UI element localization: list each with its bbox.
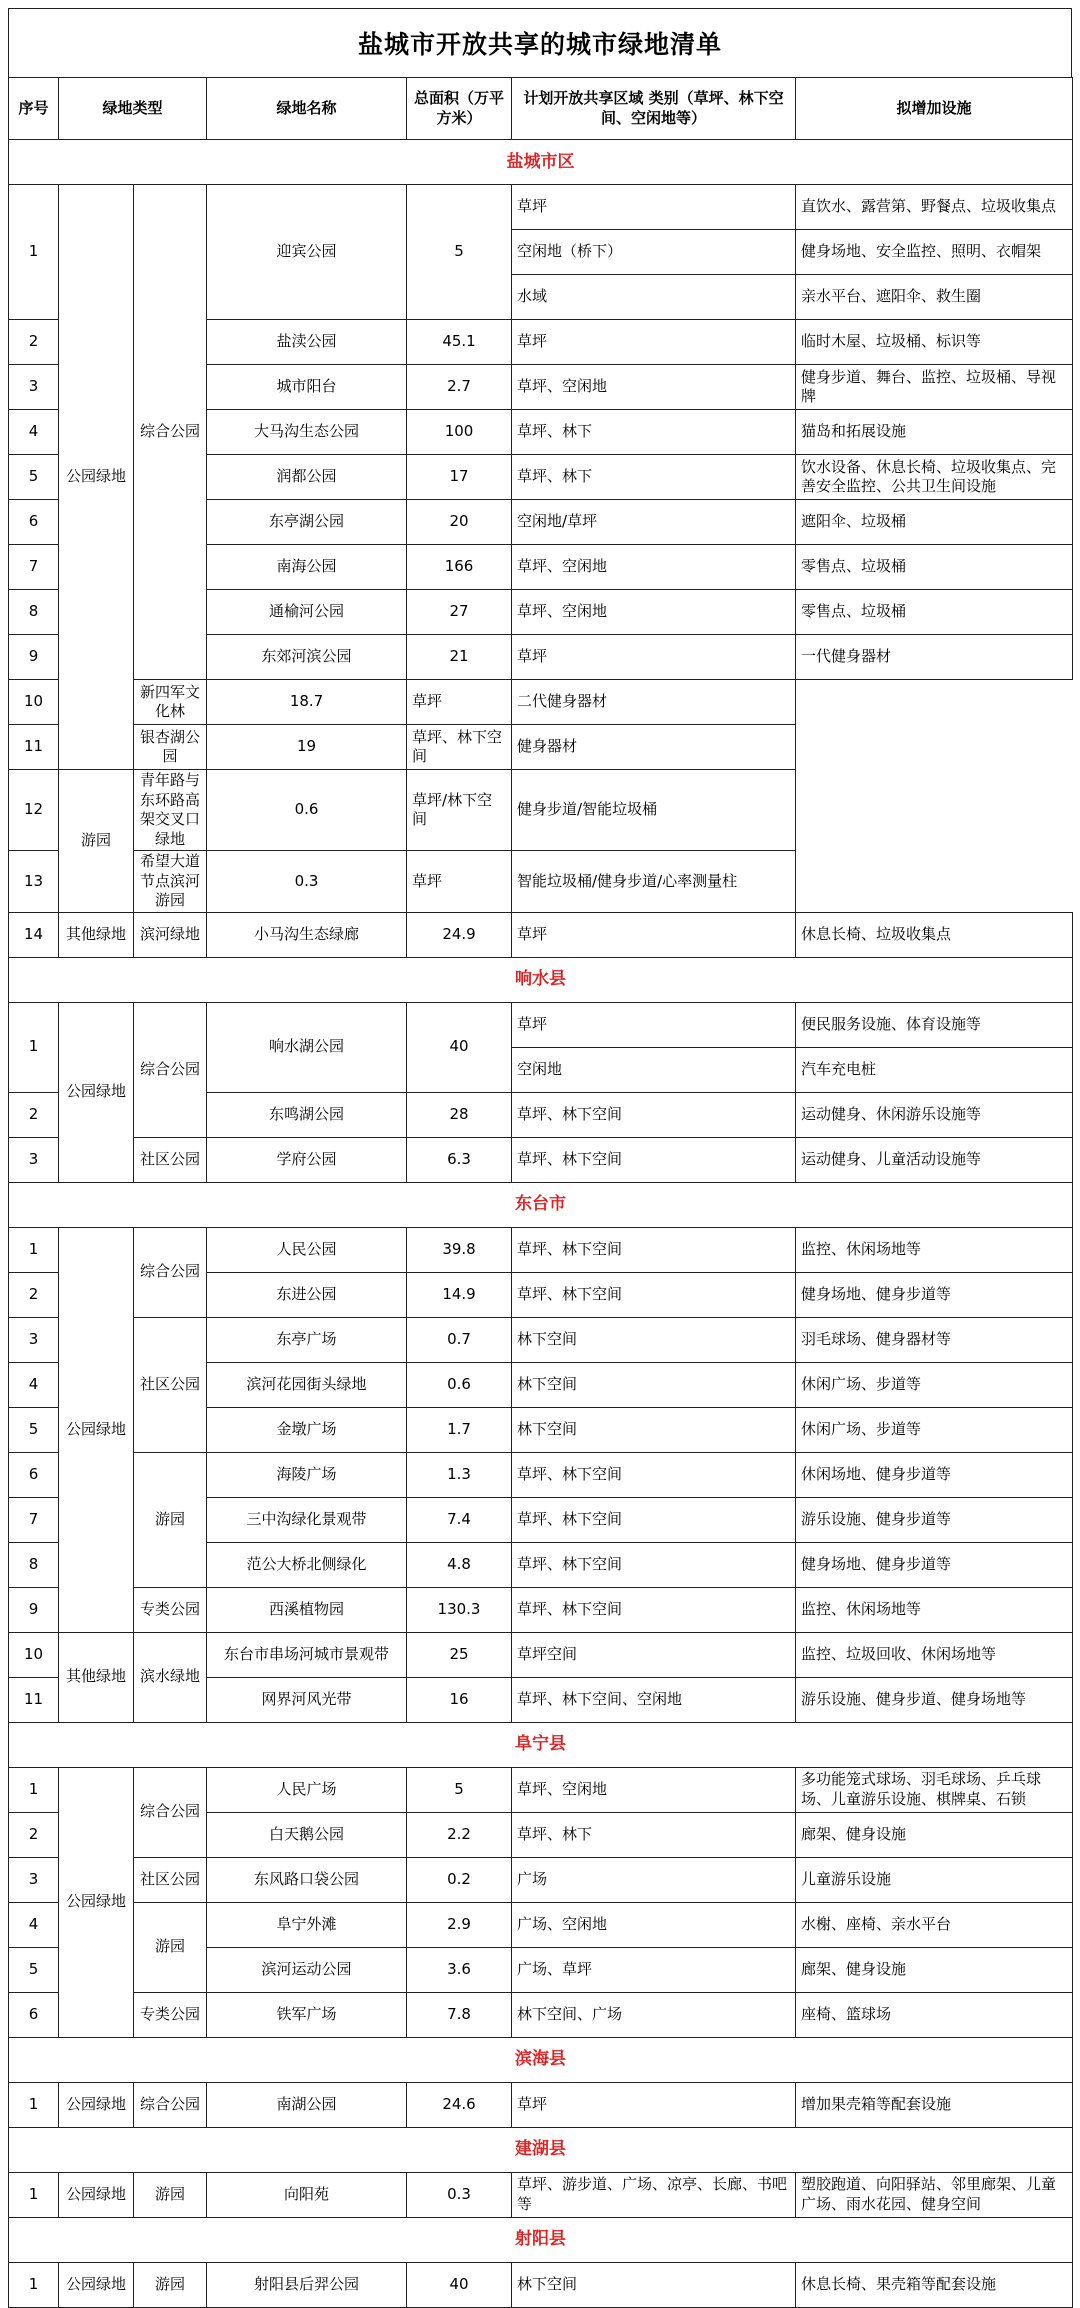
green-space-name: 铁军广场 [207,1992,407,2037]
open-zone: 广场、草坪 [512,1947,796,1992]
green-space-type: 其他绿地 [59,1632,134,1722]
open-zone: 草坪 [512,2082,796,2127]
open-zone: 草坪 [512,635,796,680]
row-number: 11 [9,1677,59,1722]
planned-facilities: 临时木屋、垃圾桶、标识等 [796,320,1073,365]
row-number: 6 [9,1992,59,2037]
planned-facilities: 遮阳伞、垃圾桶 [796,500,1073,545]
planned-facilities: 儿童游乐设施 [796,1857,1073,1902]
region-title: 阜宁县 [9,1722,1073,1767]
green-space-name: 响水湖公园 [207,1002,407,1092]
green-space-subtype: 综合公园 [134,1227,207,1317]
total-area: 40 [407,2262,512,2307]
header-cell-name: 绿地名称 [207,78,407,140]
planned-facilities: 运动健身、休闲游乐设施等 [796,1092,1073,1137]
green-space-name: 西溪植物园 [207,1587,407,1632]
open-zone: 草坪、空闲地 [512,365,796,410]
open-zone: 广场、空闲地 [512,1902,796,1947]
table-row [9,1992,1073,2037]
total-area: 28 [407,1092,512,1137]
open-zone: 草坪/林下空间 [407,770,512,851]
row-number: 2 [9,1812,59,1857]
green-space-subtype: 专类公园 [134,1587,207,1632]
green-space-name: 东进公园 [207,1272,407,1317]
total-area: 2.2 [407,1812,512,1857]
table-row [9,912,1073,957]
region-row [9,1722,1073,1767]
planned-facilities: 休闲场地、健身步道等 [796,1452,1073,1497]
green-space-type: 公园绿地 [59,1767,134,2037]
row-number: 1 [9,1002,59,1092]
total-area: 19 [207,725,407,770]
green-space-table [8,77,1073,2308]
table-row [9,770,1073,851]
row-number: 13 [9,851,59,913]
row-number: 4 [9,1902,59,1947]
header-cell-area: 总面积（万平方米） [407,78,512,140]
planned-facilities: 便民服务设施、体育设施等 [796,1002,1073,1047]
region-row [9,2037,1073,2082]
row-number: 3 [9,1857,59,1902]
open-zone: 草坪、林下空间 [512,1137,796,1182]
green-space-name: 小马沟生态绿廊 [207,912,407,957]
region-row [9,1182,1073,1227]
row-number: 1 [9,2082,59,2127]
table-row [9,1857,1073,1902]
row-number: 2 [9,1092,59,1137]
green-space-subtype: 综合公园 [134,1002,207,1137]
open-zone: 空闲地（桥下） [512,230,796,275]
green-space-name: 东鸣湖公园 [207,1092,407,1137]
open-zone: 草坪 [407,851,512,913]
row-number: 5 [9,455,59,500]
total-area: 39.8 [407,1227,512,1272]
row-number: 9 [9,1587,59,1632]
total-area: 16 [407,1677,512,1722]
total-area: 7.4 [407,1497,512,1542]
green-space-subtype: 社区公园 [134,1317,207,1452]
planned-facilities: 游乐设施、健身步道等 [796,1497,1073,1542]
planned-facilities: 健身步道/智能垃圾桶 [512,770,796,851]
total-area: 24.6 [407,2082,512,2127]
green-space-name: 盐渎公园 [207,320,407,365]
green-space-subtype: 游园 [134,1902,207,1992]
green-space-name: 东亭广场 [207,1317,407,1362]
open-zone: 空闲地 [512,1047,796,1092]
total-area: 2.7 [407,365,512,410]
total-area: 100 [407,410,512,455]
header-row [9,78,1073,140]
row-number: 14 [9,912,59,957]
open-zone: 草坪空间 [512,1632,796,1677]
green-space-type: 公园绿地 [59,185,134,770]
green-space-name: 通榆河公园 [207,590,407,635]
row-number: 2 [9,320,59,365]
green-space-name: 东风路口袋公园 [207,1857,407,1902]
green-space-name: 大马沟生态公园 [207,410,407,455]
total-area: 5 [407,1767,512,1812]
planned-facilities: 增加果壳箱等配套设施 [796,2082,1073,2127]
region-title: 响水县 [9,957,1073,1002]
total-area: 25 [407,1632,512,1677]
open-zone: 草坪、林下空间 [407,725,512,770]
table-row [9,1137,1073,1182]
row-number: 9 [9,635,59,680]
table-row [9,1902,1073,1947]
open-zone: 草坪、林下空间 [512,1092,796,1137]
row-number: 11 [9,725,59,770]
planned-facilities: 健身场地、健身步道等 [796,1272,1073,1317]
row-number: 1 [9,2172,59,2217]
open-zone: 林下空间 [512,1362,796,1407]
region-title: 建湖县 [9,2127,1073,2172]
region-title: 滨海县 [9,2037,1073,2082]
table-row [9,680,1073,725]
table-row [9,1452,1073,1497]
green-space-name: 南海公园 [207,545,407,590]
table-row [9,725,1073,770]
region-title: 东台市 [9,1182,1073,1227]
green-space-name: 城市阳台 [207,365,407,410]
row-number: 10 [9,1632,59,1677]
header-cell-no: 序号 [9,78,59,140]
page-title: 盐城市开放共享的城市绿地清单 [8,8,1072,78]
open-zone: 草坪、空闲地 [512,590,796,635]
green-space-name: 人民公园 [207,1227,407,1272]
row-number: 2 [9,1272,59,1317]
region-title: 盐城市区 [9,140,1073,185]
row-number: 3 [9,1317,59,1362]
open-zone: 草坪、林下 [512,410,796,455]
open-zone: 草坪 [512,1002,796,1047]
total-area: 166 [407,545,512,590]
table-row [9,1317,1073,1362]
planned-facilities: 汽车充电桩 [796,1047,1073,1092]
planned-facilities: 廊架、健身设施 [796,1947,1073,1992]
row-number: 7 [9,545,59,590]
table-row [9,1002,1073,1047]
green-space-name: 东台市串场河城市景观带 [207,1632,407,1677]
table-row [9,1767,1073,1812]
row-number: 3 [9,365,59,410]
total-area: 0.7 [407,1317,512,1362]
planned-facilities: 游乐设施、健身步道、健身场地等 [796,1677,1073,1722]
open-zone: 草坪、林下 [512,455,796,500]
green-space-name: 希望大道节点滨河游园 [134,851,207,913]
planned-facilities: 座椅、篮球场 [796,1992,1073,2037]
planned-facilities: 廊架、健身设施 [796,1812,1073,1857]
total-area: 6.3 [407,1137,512,1182]
table-row [9,851,1073,913]
planned-facilities: 休息长椅、果壳箱等配套设施 [796,2262,1073,2307]
region-row [9,140,1073,185]
total-area: 21 [407,635,512,680]
total-area: 5 [407,185,512,320]
green-space-subtype: 游园 [134,1452,207,1587]
header-cell-zone: 计划开放共享区域 类别（草坪、林下空间、空闲地等） [512,78,796,140]
total-area: 1.7 [407,1407,512,1452]
table-row [9,1587,1073,1632]
green-space-name: 射阳县后羿公园 [207,2262,407,2307]
green-space-subtype: 滨河绿地 [134,912,207,957]
open-zone: 草坪 [512,912,796,957]
total-area: 40 [407,1002,512,1092]
planned-facilities: 零售点、垃圾桶 [796,590,1073,635]
green-space-subtype: 专类公园 [134,1992,207,2037]
total-area: 45.1 [407,320,512,365]
green-space-subtype: 游园 [134,2172,207,2217]
planned-facilities: 二代健身器材 [512,680,796,725]
open-zone: 林下空间 [512,1407,796,1452]
region-row [9,2217,1073,2262]
table-row [9,185,1073,230]
green-space-type: 公园绿地 [59,1227,134,1632]
green-space-type: 公园绿地 [59,2262,134,2307]
green-space-name: 南湖公园 [207,2082,407,2127]
row-number: 1 [9,1227,59,1272]
open-zone: 草坪 [512,185,796,230]
total-area: 4.8 [407,1542,512,1587]
open-zone: 草坪、林下空间 [512,1452,796,1497]
planned-facilities: 一代健身器材 [796,635,1073,680]
green-space-subtype: 综合公园 [134,185,207,680]
green-space-name: 银杏湖公园 [134,725,207,770]
green-space-name: 润都公园 [207,455,407,500]
green-space-name: 阜宁外滩 [207,1902,407,1947]
row-number: 12 [9,770,59,851]
green-space-type: 其他绿地 [59,912,134,957]
total-area: 27 [407,590,512,635]
total-area: 24.9 [407,912,512,957]
planned-facilities: 监控、休闲场地等 [796,1587,1073,1632]
green-space-name: 范公大桥北侧绿化 [207,1542,407,1587]
row-number: 10 [9,680,59,725]
row-number: 5 [9,1947,59,1992]
open-zone: 广场 [512,1857,796,1902]
open-zone: 空闲地/草坪 [512,500,796,545]
row-number: 6 [9,500,59,545]
total-area: 1.3 [407,1452,512,1497]
open-zone: 草坪、空闲地 [512,545,796,590]
green-space-name: 金墩广场 [207,1407,407,1452]
planned-facilities: 零售点、垃圾桶 [796,545,1073,590]
green-space-subtype: 游园 [59,770,134,913]
row-number: 3 [9,1137,59,1182]
open-zone: 草坪、林下空间 [512,1542,796,1587]
planned-facilities: 休闲广场、步道等 [796,1362,1073,1407]
planned-facilities: 健身场地、健身步道等 [796,1542,1073,1587]
planned-facilities: 多功能笼式球场、羽毛球场、乒乓球场、儿童游乐设施、棋牌桌、石锁 [796,1767,1073,1812]
row-number: 1 [9,1767,59,1812]
open-zone: 草坪 [512,320,796,365]
row-number: 8 [9,590,59,635]
planned-facilities: 监控、垃圾回收、休闲场地等 [796,1632,1073,1677]
table-row [9,2082,1073,2127]
planned-facilities: 监控、休闲场地等 [796,1227,1073,1272]
open-zone: 林下空间 [512,1317,796,1362]
row-number: 8 [9,1542,59,1587]
green-space-subtype: 游园 [134,2262,207,2307]
green-space-subtype: 综合公园 [134,2082,207,2127]
planned-facilities: 休闲广场、步道等 [796,1407,1073,1452]
total-area: 14.9 [407,1272,512,1317]
total-area: 2.9 [407,1902,512,1947]
row-number: 4 [9,1362,59,1407]
row-number: 7 [9,1497,59,1542]
green-space-type: 公园绿地 [59,2172,134,2217]
planned-facilities: 羽毛球场、健身器材等 [796,1317,1073,1362]
planned-facilities: 猫岛和拓展设施 [796,410,1073,455]
green-space-name: 迎宾公园 [207,185,407,320]
planned-facilities: 运动健身、儿童活动设施等 [796,1137,1073,1182]
planned-facilities: 饮水设备、休息长椅、垃圾收集点、完善安全监控、公共卫生间设施 [796,455,1073,500]
planned-facilities: 健身场地、安全监控、照明、衣帽架 [796,230,1073,275]
planned-facilities: 水榭、座椅、亲水平台 [796,1902,1073,1947]
green-space-name: 海陵广场 [207,1452,407,1497]
open-zone: 草坪、林下空间 [512,1587,796,1632]
green-space-name: 青年路与东环路高架交叉口绿地 [134,770,207,851]
planned-facilities: 直饮水、露营第、野餐点、垃圾收集点 [796,185,1073,230]
row-number: 1 [9,185,59,320]
green-space-name: 三中沟绿化景观带 [207,1497,407,1542]
planned-facilities: 智能垃圾桶/健身步道/心率测量柱 [512,851,796,913]
green-space-name: 白天鹅公园 [207,1812,407,1857]
row-number: 1 [9,2262,59,2307]
total-area: 0.3 [207,851,407,913]
green-space-subtype: 社区公园 [134,1137,207,1182]
green-space-subtype: 综合公园 [134,1767,207,1857]
table-row [9,1227,1073,1272]
table-row [9,2172,1073,2217]
open-zone: 草坪、林下空间、空闲地 [512,1677,796,1722]
total-area: 17 [407,455,512,500]
planned-facilities: 健身步道、舞台、监控、垃圾桶、导视牌 [796,365,1073,410]
open-zone: 草坪、空闲地 [512,1767,796,1812]
open-zone: 草坪、游步道、广场、凉亭、长廊、书吧等 [512,2172,796,2217]
open-zone: 草坪、林下空间 [512,1272,796,1317]
row-number: 5 [9,1407,59,1452]
region-title: 射阳县 [9,2217,1073,2262]
green-space-name: 向阳苑 [207,2172,407,2217]
planned-facilities: 健身器材 [512,725,796,770]
total-area: 18.7 [207,680,407,725]
green-space-type: 公园绿地 [59,2082,134,2127]
header-cell-type: 绿地类型 [59,78,207,140]
table-row [9,2262,1073,2307]
total-area: 130.3 [407,1587,512,1632]
total-area: 0.2 [407,1857,512,1902]
total-area: 0.3 [407,2172,512,2217]
open-zone: 草坪 [407,680,512,725]
green-space-name: 学府公园 [207,1137,407,1182]
region-row [9,957,1073,1002]
total-area: 7.8 [407,1992,512,2037]
open-zone: 草坪、林下空间 [512,1497,796,1542]
total-area: 0.6 [207,770,407,851]
open-zone: 草坪、林下 [512,1812,796,1857]
green-space-name: 网界河风光带 [207,1677,407,1722]
total-area: 3.6 [407,1947,512,1992]
green-space-name: 东亭湖公园 [207,500,407,545]
table-row [9,1632,1073,1677]
green-space-name: 人民广场 [207,1767,407,1812]
planned-facilities: 塑胶跑道、向阳驿站、邻里廊架、儿童广场、雨水花园、健身空间 [796,2172,1073,2217]
total-area: 0.6 [407,1362,512,1407]
planned-facilities: 休息长椅、垃圾收集点 [796,912,1073,957]
planned-facilities: 亲水平台、遮阳伞、救生圈 [796,275,1073,320]
green-space-type: 公园绿地 [59,1002,134,1182]
open-zone: 林下空间 [512,2262,796,2307]
open-zone: 林下空间、广场 [512,1992,796,2037]
green-space-subtype: 社区公园 [134,1857,207,1902]
total-area: 20 [407,500,512,545]
header-cell-facilities: 拟增加设施 [796,78,1073,140]
green-space-name: 东郊河滨公园 [207,635,407,680]
green-space-name: 滨河运动公园 [207,1947,407,1992]
green-space-name: 新四军文化林 [134,680,207,725]
region-row [9,2127,1073,2172]
green-space-name: 滨河花园街头绿地 [207,1362,407,1407]
green-space-subtype: 滨水绿地 [134,1632,207,1722]
open-zone: 草坪、林下空间 [512,1227,796,1272]
open-zone: 水域 [512,275,796,320]
row-number: 6 [9,1452,59,1497]
row-number: 4 [9,410,59,455]
